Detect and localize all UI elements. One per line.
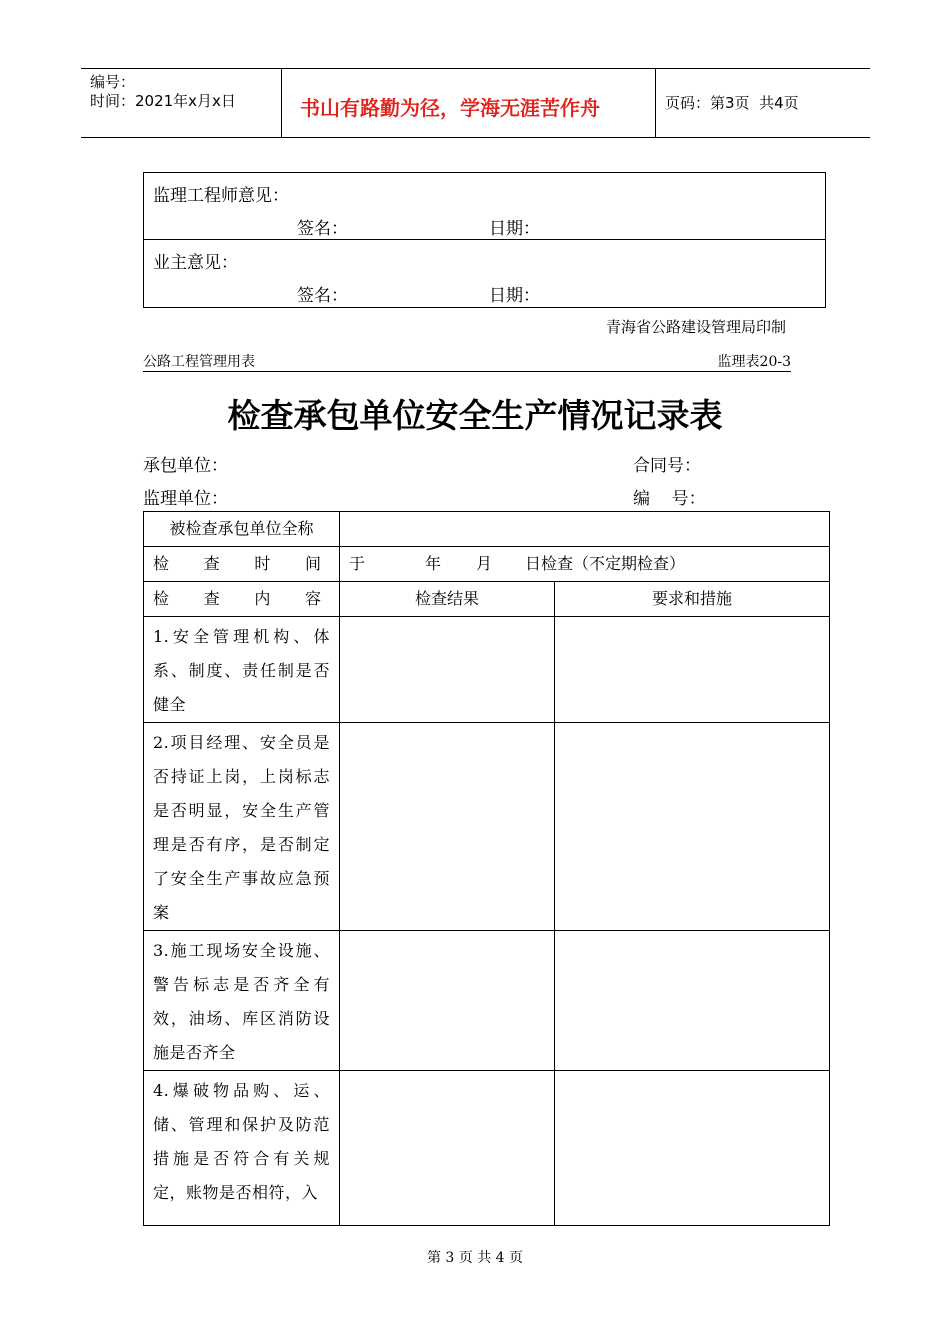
serial-label: 编号： <box>90 73 136 91</box>
check-time-label-cell <box>144 547 340 582</box>
item-3-measures[interactable] <box>555 931 830 1071</box>
form-meta-line <box>143 351 791 372</box>
owner-opinion-label: 业主意见： <box>153 253 238 273</box>
table-row <box>144 723 830 931</box>
full-name-value[interactable] <box>340 512 830 547</box>
measures-header: 要求和措施 <box>555 582 830 617</box>
supervisor-sign-label: 签名： <box>297 219 348 239</box>
supervisor-opinion-row <box>144 173 825 240</box>
owner-opinion-row <box>144 240 825 307</box>
form-title: 检查承包单位安全生产情况记录表 <box>227 396 723 435</box>
header-page-cell <box>656 69 870 137</box>
check-time-yu: 于 <box>349 554 366 573</box>
content-header-row <box>144 582 830 617</box>
item-1-result[interactable] <box>340 617 555 723</box>
result-header: 检查结果 <box>340 582 555 617</box>
check-time-value[interactable] <box>340 547 830 582</box>
publisher: 青海省公路建设管理局印制 <box>606 318 787 336</box>
check-time-char: 间 <box>304 554 321 573</box>
check-time-char: 查 <box>203 554 220 573</box>
form-usage: 公路工程管理用表 <box>143 354 255 370</box>
content-char: 内 <box>254 589 271 608</box>
item-3-text: 3.施工现场安全设施、警告标志是否齐全有效，油场、库区消防设施是否齐全 <box>144 931 340 1071</box>
item-2-measures[interactable] <box>555 723 830 931</box>
header-meta <box>81 69 282 137</box>
page-label: 页码：第3页 共4页 <box>665 94 799 112</box>
check-time-day: 日检查（不定期检查） <box>525 554 686 573</box>
time-label: 时间：2021年x月x日 <box>90 92 236 110</box>
item-4-text: 4.爆破物品购、运、储、管理和保护及防范措施是否符合有关规定，账物是否相符，入 <box>144 1071 340 1226</box>
full-name-row <box>144 512 830 547</box>
item-3-result[interactable] <box>340 931 555 1071</box>
full-name-label: 被检查承包单位全称 <box>144 512 340 547</box>
content-label-cell <box>144 582 340 617</box>
owner-sign-label: 签名： <box>297 286 348 306</box>
content-char: 查 <box>203 589 220 608</box>
contract-no-label: 合同号： <box>633 456 701 476</box>
form-code: 监理表20-3 <box>717 354 791 370</box>
item-1-measures[interactable] <box>555 617 830 723</box>
check-time-month: 月 <box>476 554 493 573</box>
supervisor-unit-label: 监理单位： <box>143 489 228 509</box>
check-time-char: 检 <box>153 554 170 573</box>
item-1-text: 1.安全管理机构、体系、制度、责任制是否健全 <box>144 617 340 723</box>
item-2-text: 2.项目经理、安全员是否持证上岗，上岗标志是否明显，安全生产管理是否有序，是否制定了安全生产事故应急预案 <box>144 723 340 931</box>
item-4-measures[interactable] <box>555 1071 830 1226</box>
table-row <box>144 931 830 1071</box>
header-motto-cell <box>282 69 656 137</box>
item-4-result[interactable] <box>340 1071 555 1226</box>
number-label: 编 号： <box>633 489 706 509</box>
supervisor-date-label: 日期： <box>489 219 540 239</box>
table-row <box>144 617 830 723</box>
check-time-char: 时 <box>254 554 271 573</box>
contractor-label: 承包单位： <box>143 456 228 476</box>
inspection-table <box>143 511 830 1226</box>
item-2-result[interactable] <box>340 723 555 931</box>
check-time-year: 年 <box>425 554 442 573</box>
supervisor-opinion-label: 监理工程师意见： <box>153 186 289 206</box>
table-row <box>144 1071 830 1226</box>
page-header <box>81 68 870 138</box>
check-time-row <box>144 547 830 582</box>
page-footer: 第 3 页 共 4 页 <box>426 1250 524 1266</box>
content-char: 容 <box>304 589 321 608</box>
content-char: 检 <box>153 589 170 608</box>
owner-date-label: 日期： <box>489 286 540 306</box>
motto: 书山有路勤为径，学海无涯苦作舟 <box>300 96 600 120</box>
opinion-box <box>143 172 826 308</box>
